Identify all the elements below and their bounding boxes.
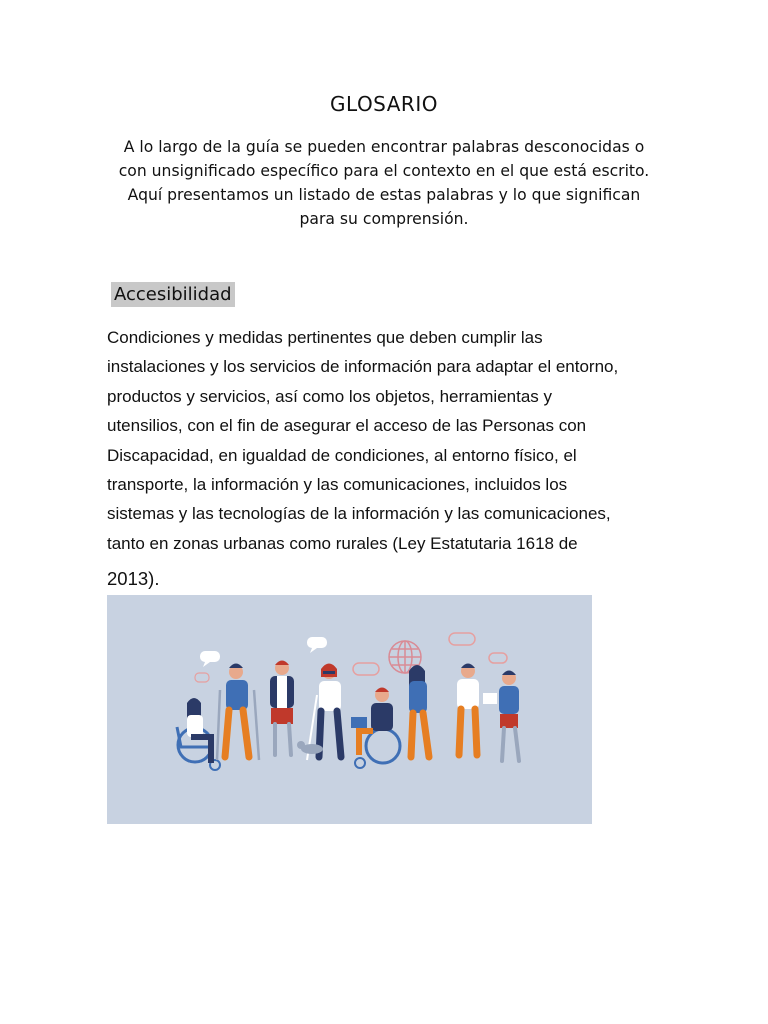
page-title: GLOSARIO xyxy=(330,92,438,116)
intro-paragraph: A lo largo de la guía se pueden encontrar palabras desconocidas o con unsignificado específico para el contexto en el que está escrito. Aquí presentamos un listado de estas palabras y lo que significan para su comprensión. xyxy=(118,138,650,228)
glossary-definition: Condiciones y medidas pertinentes que deben cumplir las instalaciones y los servicios de información para adaptar el entorno, productos y servicios, así como los objetos, herramientas y utensilios, con el fin de asegurar el acceso de las Personas con Discapacidad, en igualdad de condiciones, al entorno físico, el transporte, la información y las comunicaciones, incluidos los sistemas y las tecnologías de la información y las comunicaciones, tanto en zonas urbanas como rurales (Ley Estatutaria 1618 de xyxy=(107,328,619,553)
person-wheelchair-man xyxy=(351,688,400,769)
people-with-disabilities-illustration xyxy=(107,595,592,824)
person-prosthetic-man xyxy=(270,661,294,756)
glossary-term: Accesibilidad xyxy=(111,282,235,307)
person-wheelchair-woman xyxy=(177,698,220,770)
person-guide-dog-woman xyxy=(297,664,341,761)
glossary-definition-citation-end: 2013). xyxy=(107,568,160,589)
person-man-white-shirt xyxy=(457,664,479,756)
accessibility-illustration xyxy=(107,595,592,824)
person-woman-orange xyxy=(409,665,429,757)
person-crutches-man xyxy=(217,664,259,761)
person-tablet-man xyxy=(483,671,519,762)
